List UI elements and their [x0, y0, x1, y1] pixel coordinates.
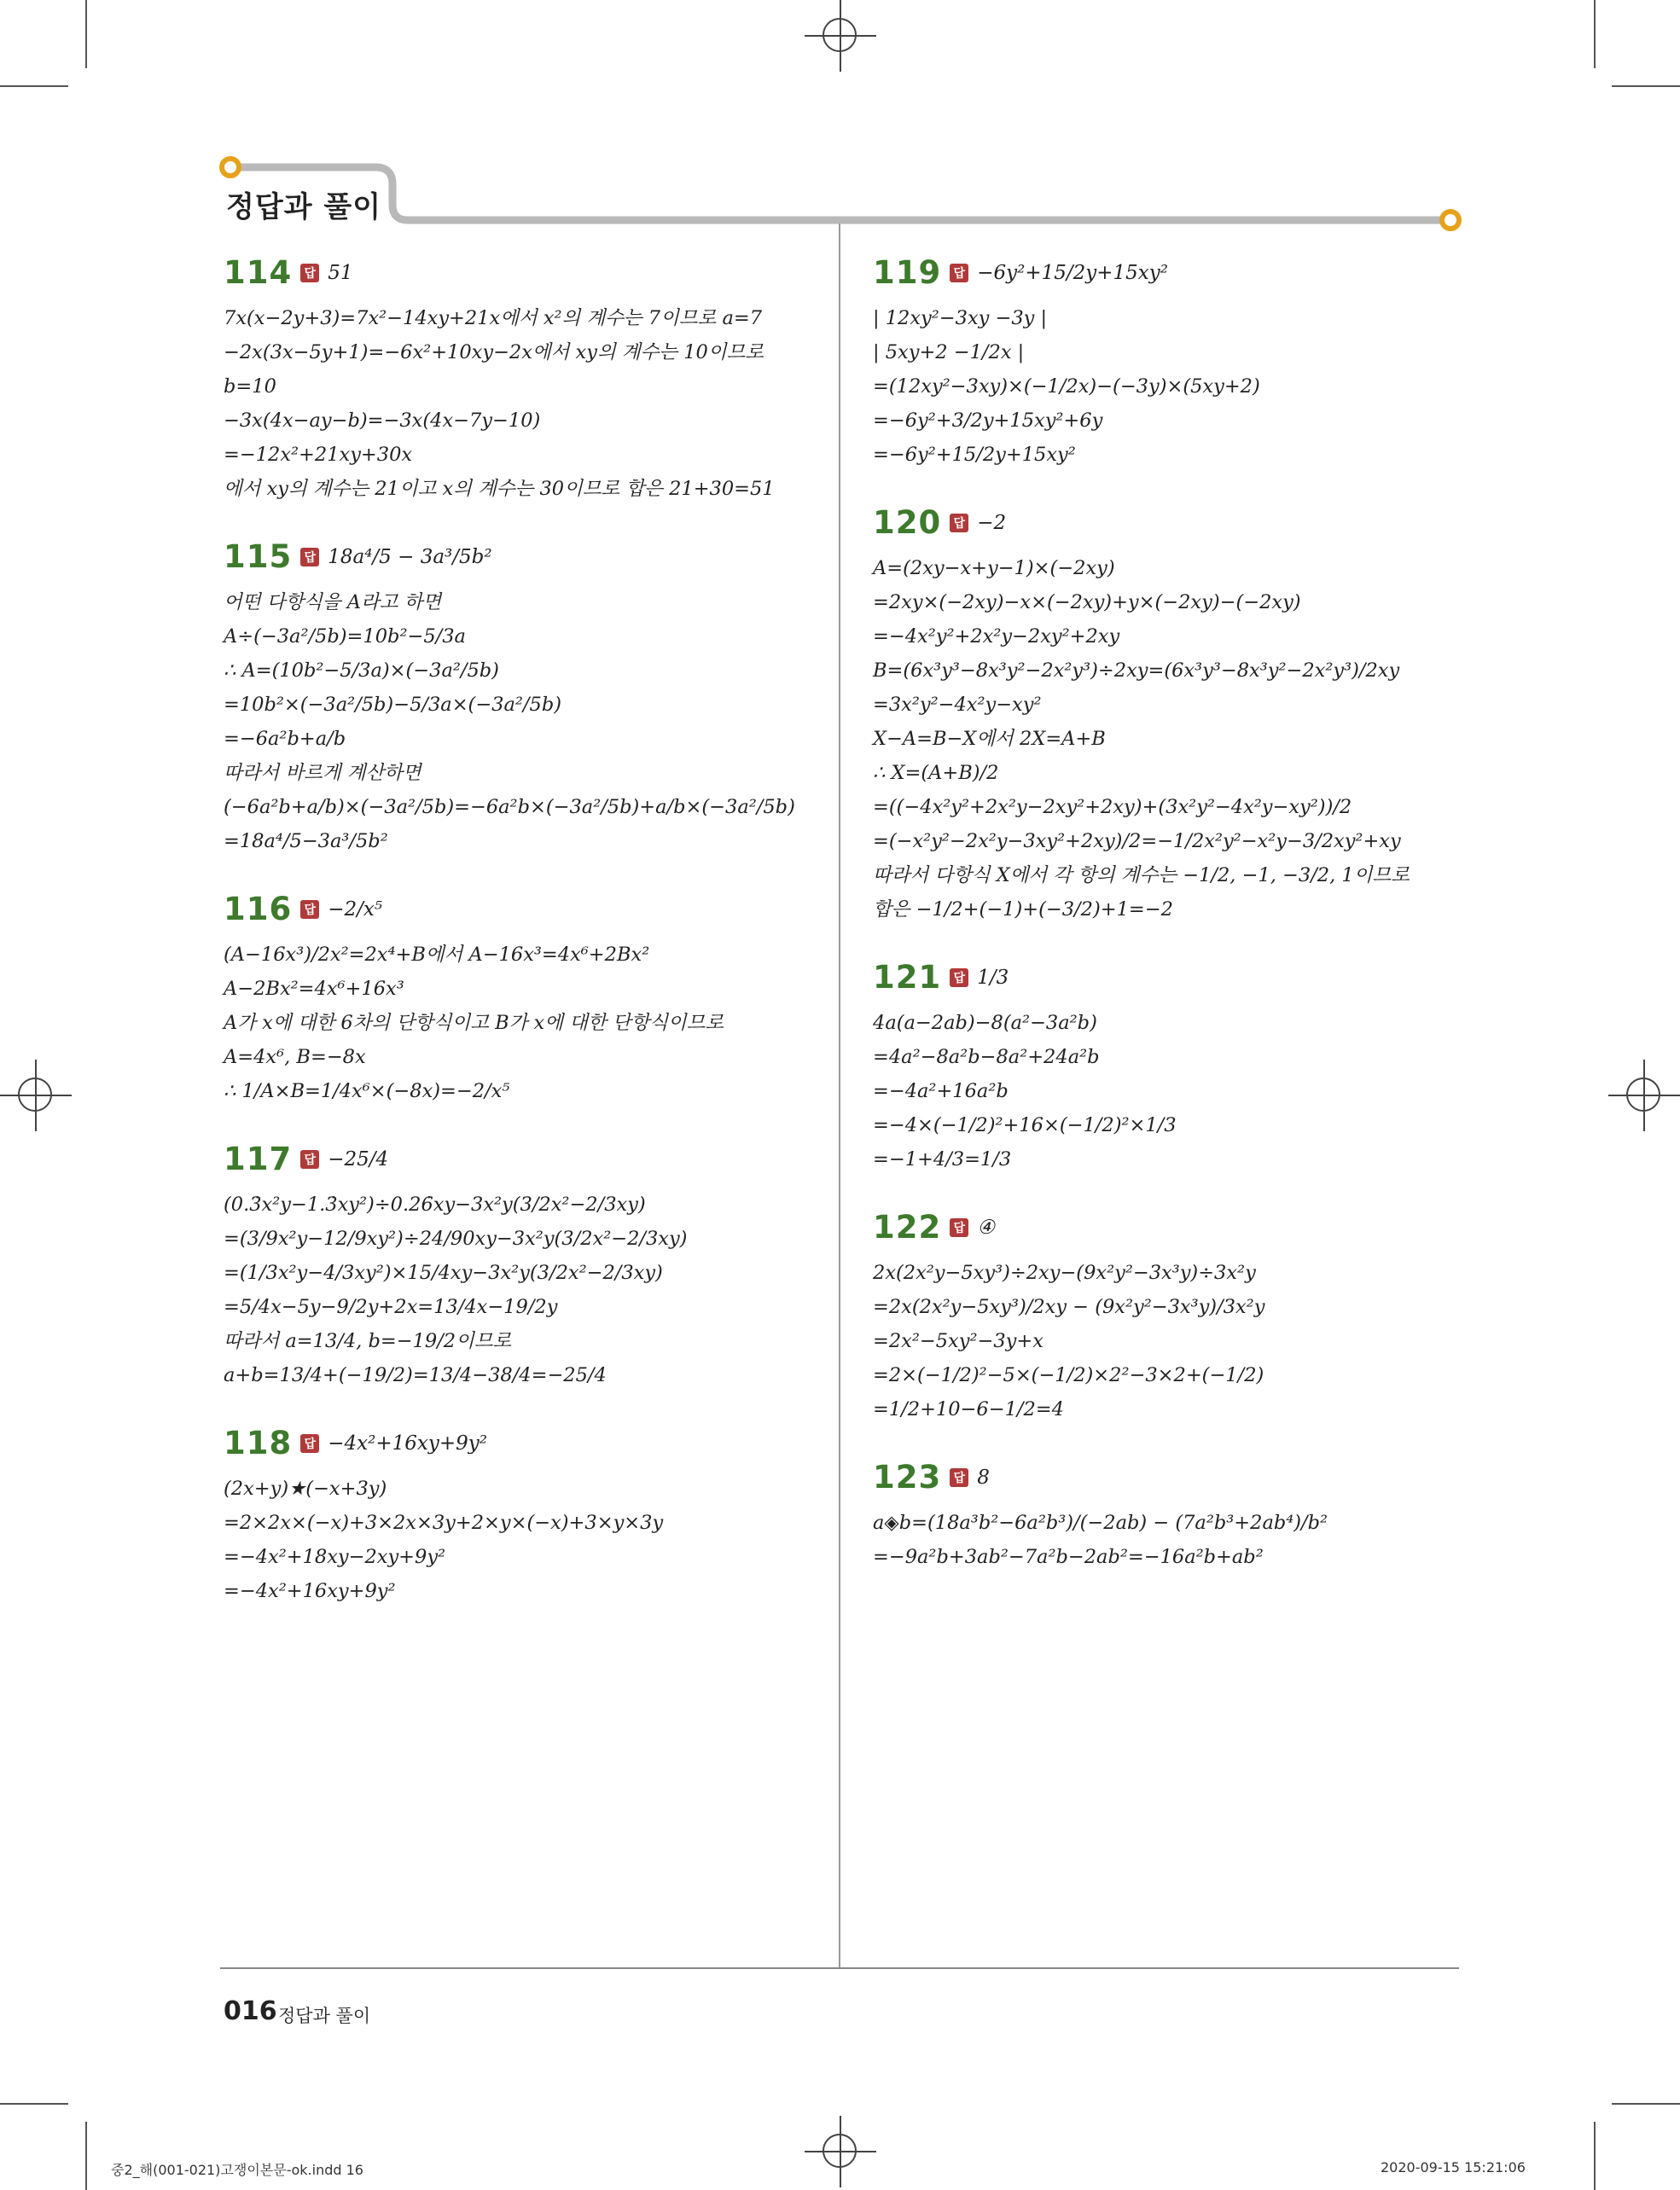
solution-line: (−6a²b+a/b)×(−3a²/5b)=−6a²b×(−3a²/5b)+a/b×(−3a²/5b): [224, 796, 795, 818]
answer-value: 8: [977, 1466, 990, 1489]
problem: [224, 1141, 825, 1392]
problem: [224, 538, 825, 858]
solution-line: 따라서 다항식 X에서 각 항의 계수는 −1/2, −1, −3/2, 1이므로: [873, 864, 1410, 886]
solution-line: 에서 xy의 계수는 21이고 x의 계수는 30이므로 합은 21+30=51: [224, 478, 775, 500]
answer-badge-icon: 답: [950, 264, 968, 282]
solution-line: a+b=13/4+(−19/2)=13/4−38/4=−25/4: [224, 1364, 607, 1386]
solution-line: =2x(2x²y−5xy³)/2xy − (9x²y²−3x³y)/3x²y: [873, 1296, 1265, 1318]
solution-line: | 5xy+2 −1/2x |: [873, 341, 1025, 363]
solution-line: 2x(2x²y−5xy³)÷2xy−(9x²y²−3x³y)÷3x²y: [873, 1262, 1256, 1284]
crop-mark: [1612, 2103, 1680, 2105]
problem-number: 123: [873, 1459, 942, 1496]
answer-value: −2: [977, 511, 1007, 534]
answer-badge-icon: 답: [950, 1468, 968, 1487]
solution-line: b=10: [224, 375, 276, 398]
solution-line: =(1/3x²y−4/3xy²)×15/4xy−3x²y(3/2x²−2/3xy): [224, 1262, 663, 1284]
registration-mark-bottom: [805, 2116, 876, 2187]
problem-header: [873, 959, 1462, 996]
crop-mark: [0, 2103, 68, 2105]
solution-line: =2x²−5xy²−3y+x: [873, 1330, 1043, 1352]
solution-line: =−12x²+21xy+30x: [224, 444, 413, 466]
solution-line: | 12xy²−3xy −3y |: [873, 307, 1048, 329]
solution-line: =−4a²+16a²b: [873, 1080, 1009, 1102]
answer-badge-icon: 답: [950, 514, 968, 532]
answer-value: −4x²+16xy+9y²: [328, 1432, 487, 1455]
answer-value: ④: [977, 1216, 995, 1239]
problem-number: 117: [224, 1141, 293, 1177]
solution-line: A=(2xy−x+y−1)×(−2xy): [873, 557, 1115, 579]
page-title: 정답과 풀이: [226, 190, 382, 224]
answer-value: 51: [328, 261, 353, 284]
problem: [224, 1425, 825, 1608]
solution-line: 4a(a−2ab)−8(a²−3a²b): [873, 1012, 1097, 1034]
problem-header: [224, 1141, 825, 1177]
problem: [873, 1209, 1462, 1426]
slug-timestamp: 2020-09-15 15:21:06: [1381, 2159, 1526, 2175]
left-column: [224, 254, 825, 1641]
problem-header: [224, 891, 825, 927]
bottom-rule: [220, 1967, 1459, 1969]
solution-line: ∴ X=(A+B)/2: [873, 762, 999, 784]
problem: [224, 254, 825, 506]
problem-number: 116: [224, 891, 293, 927]
footer-label: 정답과 풀이: [278, 2006, 371, 2026]
solution-line: =2×2x×(−x)+3×2x×3y+2×y×(−x)+3×y×3y: [224, 1512, 664, 1534]
solution-line: (A−16x³)/2x²=2x⁴+B에서 A−16x³=4x⁶+2Bx²: [224, 944, 650, 966]
problem-number: 118: [224, 1425, 293, 1461]
crop-mark: [85, 2122, 87, 2190]
answer-badge-icon: 답: [300, 1150, 319, 1169]
problem: [873, 504, 1462, 927]
solution-line: =(12xy²−3xy)×(−1/2x)−(−3y)×(5xy+2): [873, 375, 1260, 398]
solution-line: =((−4x²y²+2x²y−2xy²+2xy)+(3x²y²−4x²y−xy²))/2: [873, 796, 1352, 818]
solution-line: =−4×(−1/2)²+16×(−1/2)²×1/3: [873, 1114, 1177, 1136]
solution-line: =−4x²+16xy+9y²: [224, 1580, 396, 1602]
solution-line: =3x²y²−4x²y−xy²: [873, 694, 1042, 716]
solution-line: =2xy×(−2xy)−x×(−2xy)+y×(−2xy)−(−2xy): [873, 591, 1301, 613]
answer-value: −25/4: [328, 1147, 389, 1171]
slug-filename: 중2_해(001-021)고쟁이본문-ok.indd 16: [111, 2162, 363, 2178]
solution-line: 합은 −1/2+(−1)+(−3/2)+1=−2: [873, 898, 1173, 921]
solution-line: =2×(−1/2)²−5×(−1/2)×2²−3×2+(−1/2): [873, 1364, 1264, 1386]
solution-line: =5/4x−5y−9/2y+2x=13/4x−19/2y: [224, 1296, 558, 1318]
solution-line: 따라서 a=13/4, b=−19/2이므로: [224, 1330, 512, 1352]
solution-line: =−6y²+15/2y+15xy²: [873, 444, 1076, 466]
problem-header: [224, 538, 825, 575]
answer-badge-icon: 답: [950, 968, 968, 987]
solution-line: =10b²×(−3a²/5b)−5/3a×(−3a²/5b): [224, 694, 562, 716]
solution-line: =−6y²+3/2y+15xy²+6y: [873, 410, 1103, 432]
problem-header: [224, 1425, 825, 1461]
problem-number: 121: [873, 959, 942, 996]
solution-line: =−1+4/3=1/3: [873, 1148, 1012, 1171]
solution-line: =−6a²b+a/b: [224, 728, 346, 750]
registration-mark-left: [0, 1060, 72, 1131]
solution-line: −3x(4x−ay−b)=−3x(4x−7y−10): [224, 410, 541, 432]
solution-line: A−2Bx²=4x⁶+16x³: [224, 978, 404, 1000]
problem-header: [224, 254, 825, 291]
answer-badge-icon: 답: [300, 1434, 319, 1453]
problem-number: 122: [873, 1209, 942, 1246]
answer-badge-icon: 답: [300, 548, 319, 566]
solution-line: (0.3̇x²y−1.3̇xy²)÷0.26̇xy−3x²y(3/2x²−2/3xy): [224, 1194, 646, 1216]
problem: [873, 254, 1462, 472]
solution-line: A÷(−3a²/5b)=10b²−5/3a: [224, 625, 466, 648]
answer-badge-icon: 답: [300, 264, 319, 282]
solution-line: 어떤 다항식을 A라고 하면: [224, 591, 442, 613]
solution-line: =−9a²b+3ab²−7a²b−2ab²=−16a²b+ab²: [873, 1546, 1264, 1568]
solution-line: =(3/9x²y−12/9xy²)÷24/90xy−3x²y(3/2x²−2/3xy): [224, 1228, 688, 1250]
answer-value: −6y²+15/2y+15xy²: [977, 261, 1168, 284]
problem-number: 120: [873, 504, 942, 541]
problem-number: 119: [873, 254, 942, 291]
problem-header: [873, 1459, 1462, 1496]
column-divider: [839, 224, 840, 1968]
answer-value: 1/3: [977, 966, 1009, 989]
solution-line: X−A=B−X에서 2X=A+B: [873, 728, 1106, 750]
solution-line: −2x(3x−5y+1)=−6x²+10xy−2x에서 xy의 계수는 10이므로: [224, 341, 764, 363]
solution-line: =(−x²y²−2x²y−3xy²+2xy)/2=−1/2x²y²−x²y−3/2xy²+xy: [873, 830, 1401, 852]
problem: [873, 959, 1462, 1176]
registration-mark-right: [1608, 1060, 1680, 1131]
solution-line: A=4x⁶, B=−8x: [224, 1046, 366, 1068]
solution-line: =−4x²y²+2x²y−2xy²+2xy: [873, 625, 1120, 648]
solution-line: B=(6x³y³−8x³y²−2x²y³)÷2xy=(6x³y³−8x³y²−2x²y³)/2xy: [873, 659, 1400, 682]
problem: [873, 1459, 1462, 1574]
solution-line: a◈b=(18a³b²−6a²b³)/(−2ab) − (7a²b³+2ab⁴)/b²: [873, 1512, 1328, 1534]
problem-header: [873, 1209, 1462, 1246]
solution-line: (2x+y)★(−x+3y): [224, 1478, 387, 1500]
solution-line: 7x(x−2y+3)=7x²−14xy+21x에서 x²의 계수는 7이므로 a=7: [224, 307, 763, 329]
answer-badge-icon: 답: [300, 900, 319, 919]
problem-number: 115: [224, 538, 293, 575]
problem-number: 114: [224, 254, 293, 291]
right-column: [873, 254, 1462, 1606]
problem-header: [873, 504, 1462, 541]
crop-mark: [1594, 2122, 1596, 2190]
solution-line: =−4x²+18xy−2xy+9y²: [224, 1546, 446, 1568]
solution-line: ∴ A=(10b²−5/3a)×(−3a²/5b): [224, 659, 499, 682]
solution-line: 따라서 바르게 계산하면: [224, 762, 421, 784]
problem-header: [873, 254, 1462, 291]
answer-value: −2/x⁵: [328, 897, 383, 921]
solution-line: =1/2+10−6−1/2=4: [873, 1398, 1064, 1420]
solution-line: =4a²−8a²b−8a²+24a²b: [873, 1046, 1100, 1068]
problem: [224, 891, 825, 1108]
solution-line: ∴ 1/A×B=1/4x⁶×(−8x)=−2/x⁵: [224, 1080, 510, 1102]
page-number: 016: [224, 1996, 277, 2026]
answer-badge-icon: 답: [950, 1218, 968, 1237]
answer-value: 18a⁴/5 − 3a³/5b²: [328, 545, 492, 568]
solution-line: =18a⁴/5−3a³/5b²: [224, 830, 388, 852]
solution-line: A가 x에 대한 6차의 단항식이고 B가 x에 대한 단항식이므로: [224, 1012, 724, 1034]
